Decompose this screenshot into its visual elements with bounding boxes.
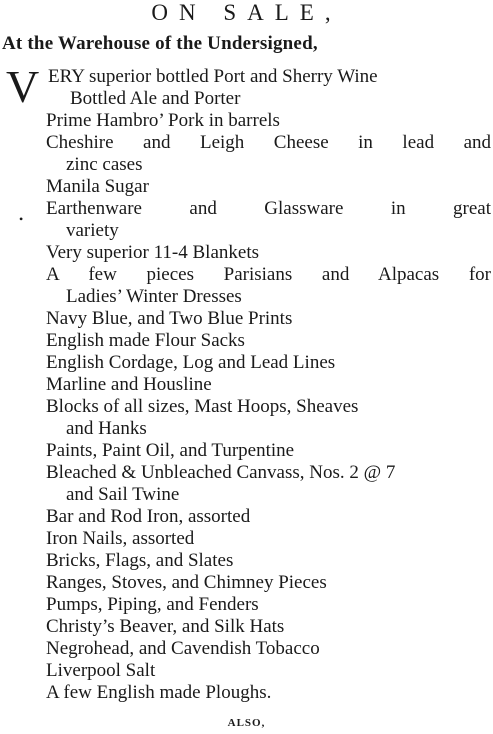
item-line: Liverpool Salt bbox=[46, 660, 156, 681]
item-line: ERY superior bottled Port and Sherry Wine bbox=[48, 66, 378, 87]
item-line: Prime Hambro’ Pork in barrels bbox=[46, 110, 280, 131]
headline: ON SALE, bbox=[151, 0, 342, 25]
item-continuation-line: and Sail Twine bbox=[66, 484, 180, 505]
bullet-mark: • bbox=[19, 212, 24, 226]
item-line: Very superior 11-4 Blankets bbox=[46, 242, 259, 263]
item-line: Bricks, Flags, and Slates bbox=[46, 550, 234, 571]
item-line: English made Flour Sacks bbox=[46, 330, 245, 351]
item-continuation-line: Bottled Ale and Porter bbox=[70, 88, 241, 109]
item-line: Paints, Paint Oil, and Turpentine bbox=[46, 440, 295, 461]
subheading: At the Warehouse of the Undersigned, bbox=[2, 33, 318, 54]
item-line: Christy’s Beaver, and Silk Hats bbox=[46, 616, 285, 637]
item-continuation-line: zinc cases bbox=[66, 154, 143, 175]
item-line: Bleached & Unbleached Canvass, Nos. 2 @ 7 bbox=[46, 462, 396, 483]
also-footer: ALSO, bbox=[227, 717, 266, 729]
item-line: Earthenware and Glassware in great bbox=[46, 198, 491, 219]
item-line: Manila Sugar bbox=[46, 176, 149, 197]
item-continuation-line: and Hanks bbox=[66, 418, 147, 439]
item-line: Navy Blue, and Two Blue Prints bbox=[46, 308, 293, 329]
item-line: English Cordage, Log and Lead Lines bbox=[46, 352, 336, 373]
item-line: Bar and Rod Iron, assorted bbox=[46, 506, 251, 527]
item-line: Ranges, Stoves, and Chimney Pieces bbox=[46, 572, 327, 593]
item-line: Negrohead, and Cavendish Tobacco bbox=[46, 638, 320, 659]
item-continuation-line: Ladies’ Winter Dresses bbox=[66, 286, 242, 307]
item-line: Marline and Housline bbox=[46, 374, 212, 395]
item-line: Blocks of all sizes, Mast Hoops, Sheaves bbox=[46, 396, 359, 417]
item-line: Cheshire and Leigh Cheese in lead and bbox=[46, 132, 491, 153]
item-line: A few pieces Parisians and Alpacas for bbox=[46, 264, 491, 285]
item-line: Iron Nails, assorted bbox=[46, 528, 195, 549]
item-line: A few English made Ploughs. bbox=[46, 682, 272, 703]
item-line: Pumps, Piping, and Fenders bbox=[46, 594, 259, 615]
drop-cap: V bbox=[6, 61, 40, 112]
item-continuation-line: variety bbox=[66, 220, 119, 241]
